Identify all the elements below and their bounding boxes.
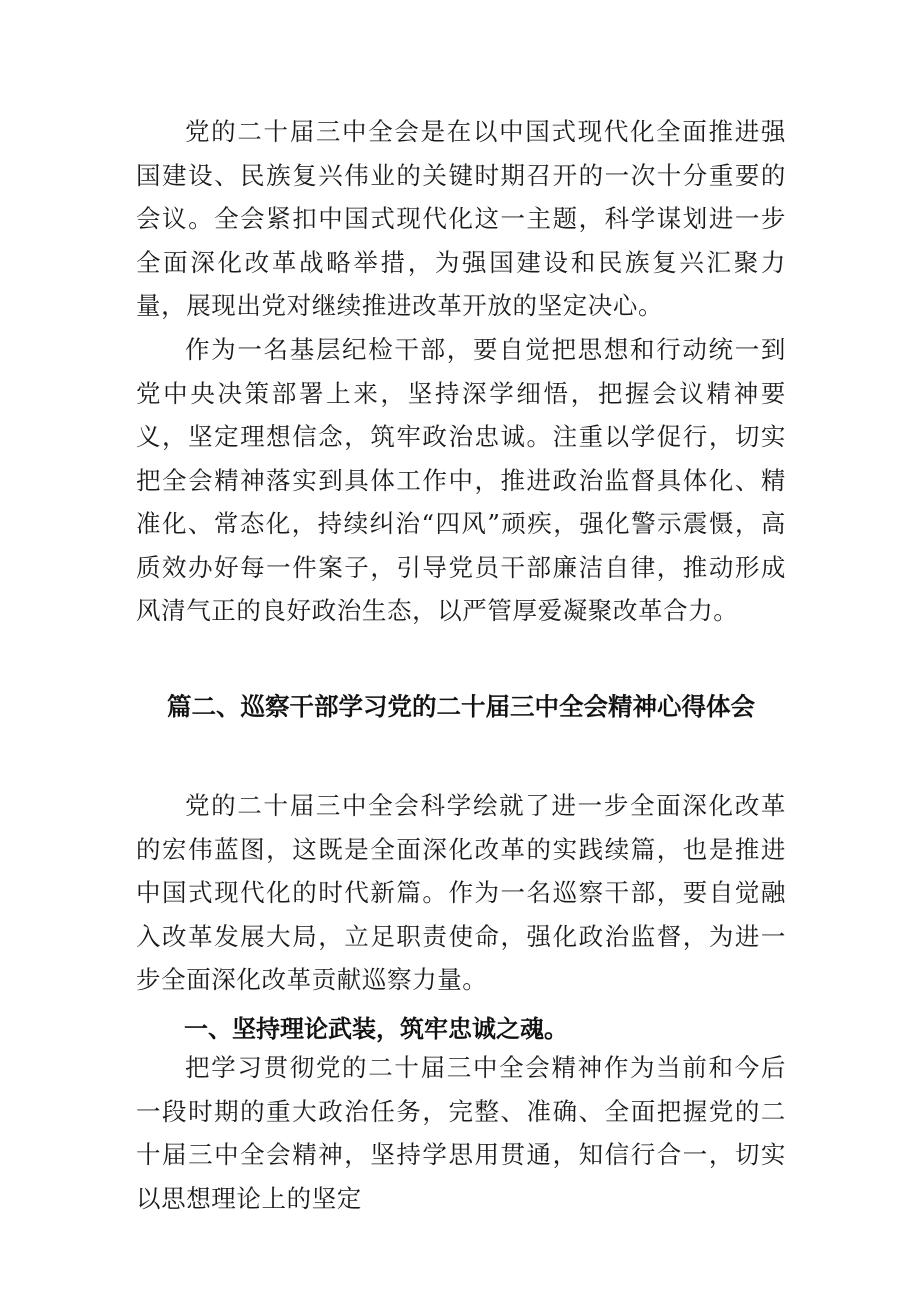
section-title: 篇二、巡察干部学习党的二十届三中全会精神心得体会 bbox=[167, 692, 755, 721]
subsection-body-paragraph: 把学习贯彻党的二十届三中全会精神作为当前和今后一段时期的重大政治任务，完整、准确、全面把握党的二十届三中全会精神，坚持学思用贯通，知信行合一，切实以思想理论上的坚定 bbox=[136, 1053, 786, 1213]
subsection-title: 一、坚持理论武装，筑牢忠诚之魂。 bbox=[184, 1015, 568, 1043]
section-intro-paragraph: 党的二十届三中全会科学绘就了进一步全面深化改革的宏伟蓝图，这既是全面深化改革的实践续篇，也是推进中国式现代化的时代新篇。作为一名巡察干部，要自觉融入改革发展大局，立足职责使命，强化政治监督，为进一步全面深化改革贡献巡察力量。 bbox=[136, 791, 786, 994]
body-paragraph-1: 党的二十届三中全会是在以中国式现代化全面推进强国建设、民族复兴伟业的关键时期召开的一次十分重要的会议。全会紧扣中国式现代化这一主题，科学谋划进一步全面深化改革战略举措，为强国建设和民族复兴汇聚力量，展现出党对继续推进改革开放的坚定决心。 bbox=[136, 117, 786, 320]
body-paragraph-2: 作为一名基层纪检干部，要自觉把思想和行动统一到党中央决策部署上来，坚持深学细悟，把握会议精神要义，坚定理想信念，筑牢政治忠诚。注重以学促行，切实把全会精神落实到具体工作中，推进政治监督具体化、精准化、常态化，持续纠治“四风”顽疾，强化警示震慑，高质效办好每一件案子，引导党员干部廉洁自律，推动形成风清气正的良好政治生态，以严管厚爱凝聚改革合力。 bbox=[136, 335, 786, 625]
